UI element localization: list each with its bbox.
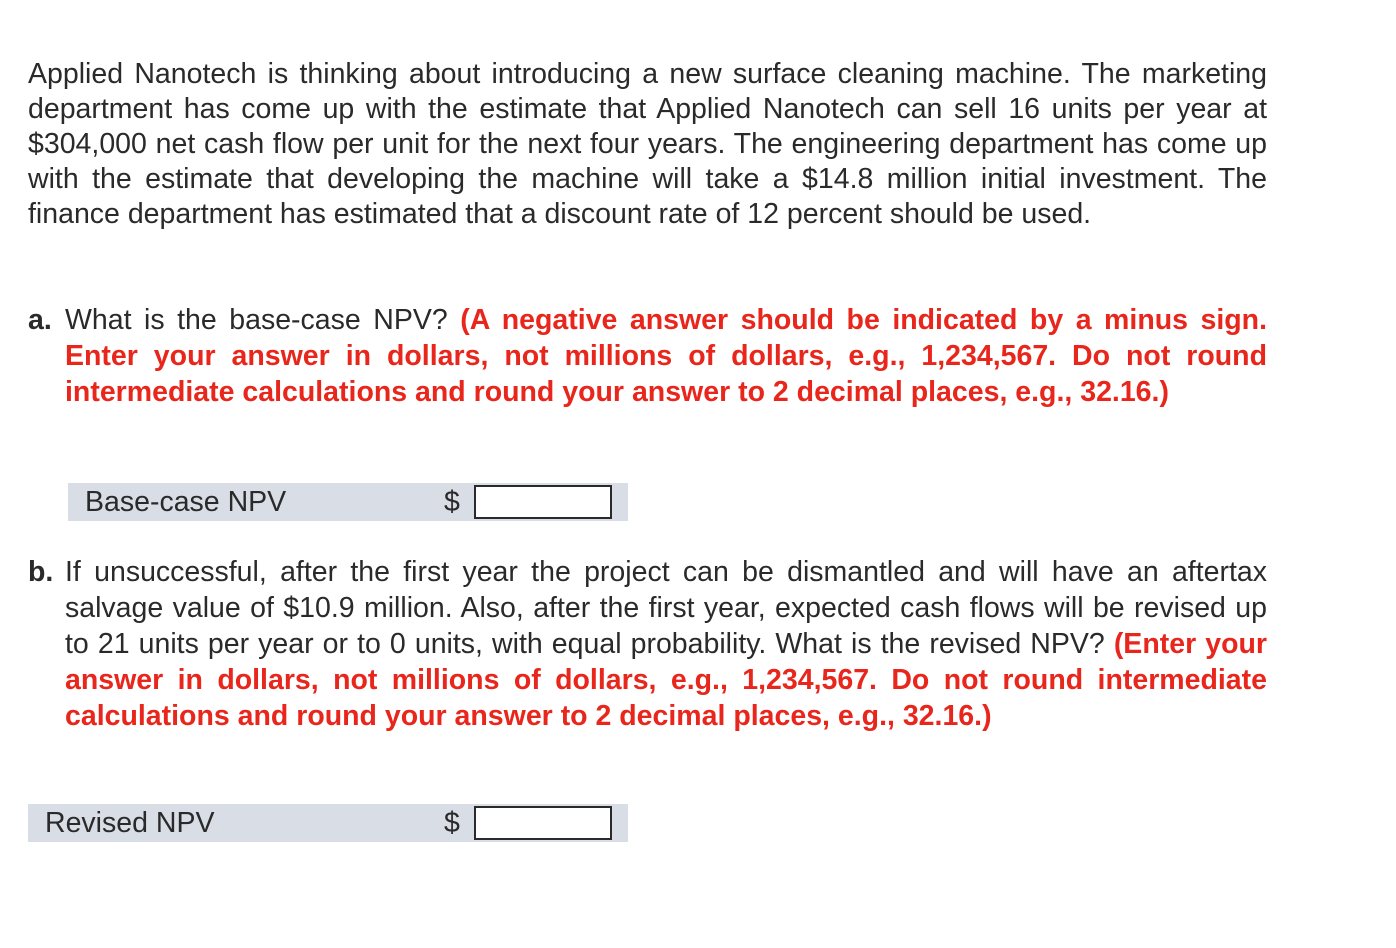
base-case-npv-row — [68, 483, 628, 521]
question-b-letter: b. — [28, 556, 54, 588]
question-a-instruction: (A negative answer should be indicated by a minus sign. Enter your answer in dollars, not millions of dollars, e.g., 1,234,567. Do not round intermediate calculations and round your answer to 2 decimal places, e.g., 32.16.) — [65, 304, 1268, 408]
problem-statement: Applied Nanotech is thinking about introducing a new surface cleaning machine. The marketing department has come up with the estimate that Applied Nanotech can sell 16 units per year at $304,000 net cash flow per unit for the next four years. The engineering department has come up with the estimate that developing the machine will take a $14.8 million initial investment. The finance department has estimated that a discount rate of 12 percent should be used. — [28, 58, 1267, 230]
base-case-npv-label: Base-case NPV — [85, 486, 287, 518]
dollar-sign: $ — [444, 486, 460, 518]
revised-npv-row — [28, 804, 628, 842]
question-b-instruction: (Enter your answer in dollars, not millions of dollars, e.g., 1,234,567. Do not round intermediate calculations and round your answer to 2 decimal places, e.g., 32.16.) — [65, 628, 1267, 732]
dollar-sign: $ — [444, 807, 460, 839]
question-a — [28, 302, 1267, 410]
base-case-npv-input[interactable] — [474, 485, 612, 519]
question-b — [28, 554, 1267, 734]
question-a-letter: a. — [28, 304, 52, 336]
question-a-text: What is the base-case NPV? — [65, 304, 448, 336]
revised-npv-label: Revised NPV — [45, 807, 215, 839]
revised-npv-input[interactable] — [474, 806, 612, 840]
question-b-text: If unsuccessful, after the first year the project can be dismantled and will have an aftertax salvage value of $10.9 million. Also, after the first year, expected cash flows will be revised up to 21 units per year or to 0 units, with equal probability. What is the revised NPV? — [65, 556, 1267, 660]
